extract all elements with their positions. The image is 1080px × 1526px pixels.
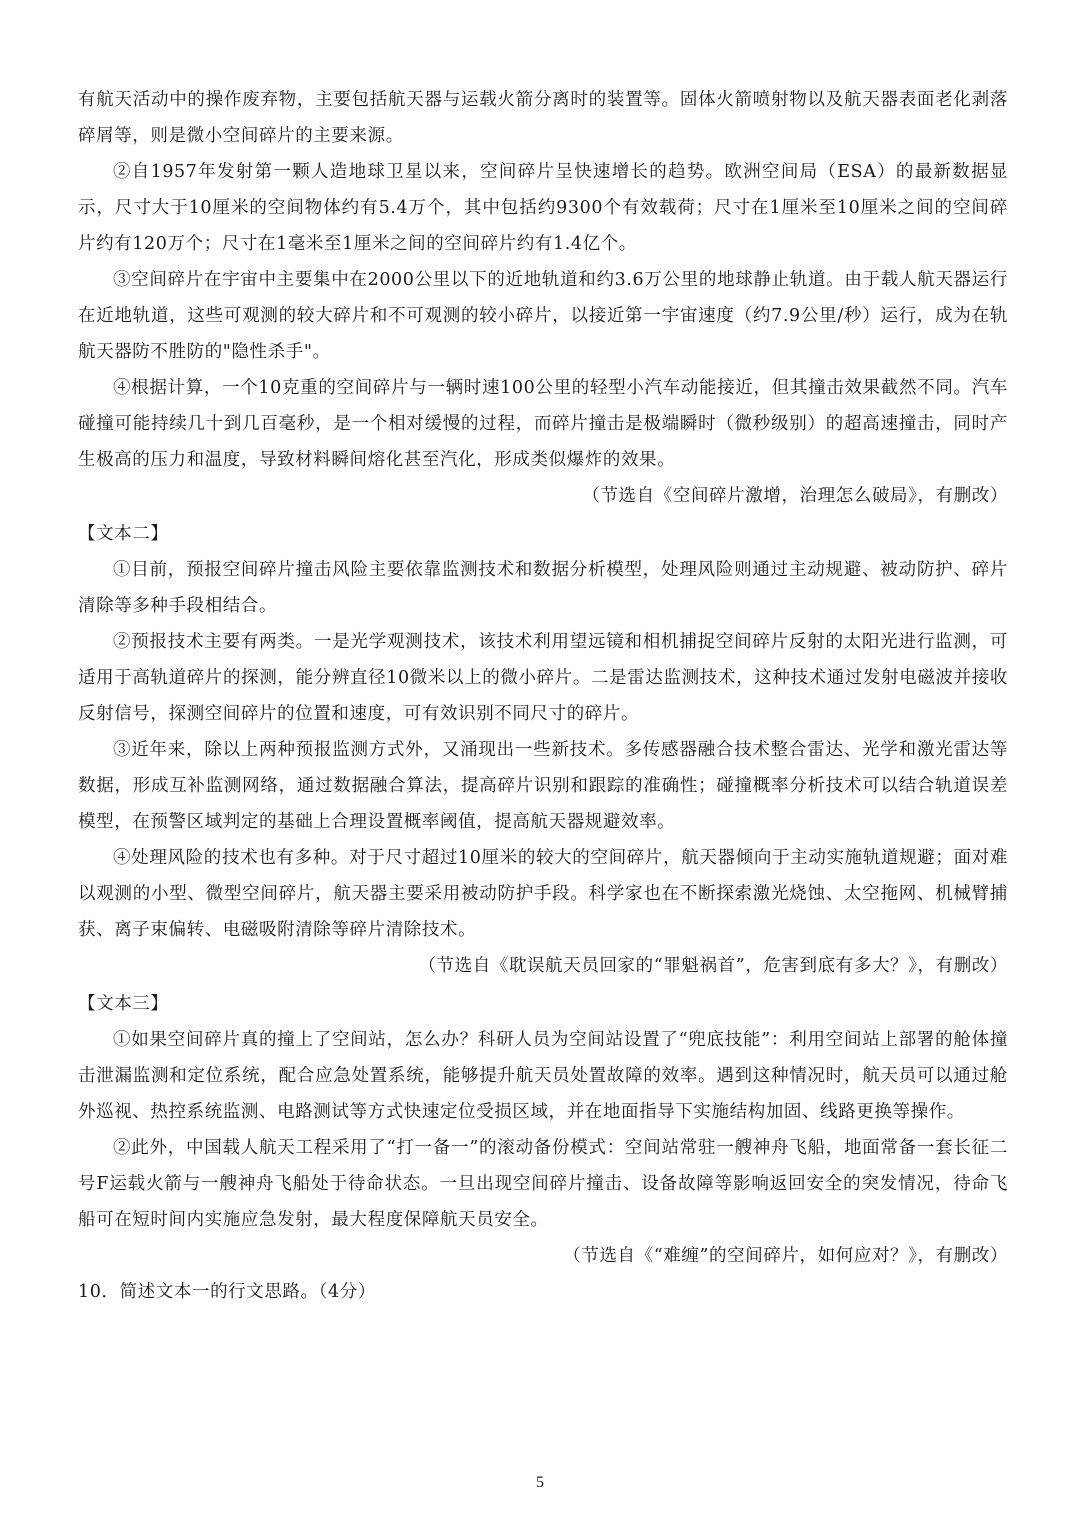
page-number: 5: [536, 1474, 544, 1491]
text2-paragraph-3: ③近年来，除以上两种预报监测方式外，又涌现出一些新技术。多传感器融合技术整合雷达、光学和激光雷达等数据，形成互补监测网络，通过数据融合算法，提高碎片识别和跟踪的准确性；碰撞概率分析技术可以结合轨道误差模型，在预警区域判定的基础上合理设置概率阈值，提高航天器规避效率。: [78, 740, 1008, 832]
text1-paragraph-4: ④根据计算，一个10克重的空间碎片与一辆时速100公里的轻型小汽车动能接近，但其撞击效果截然不同。汽车碰撞可能持续几十到几百毫秒，是一个相对缓慢的过程，而碎片撞击是极端瞬时（微秒级别）的超高速撞击，同时产生极高的压力和温度，导致材料瞬间熔化甚至汽化，形成类似爆炸的效果。: [78, 378, 1008, 470]
text2-paragraph-1: ①目前，预报空间碎片撞击风险主要依靠监测技术和数据分析模型，处理风险则通过主动规避、被动防护、碎片清除等多种手段相结合。: [78, 560, 1008, 616]
text1-paragraph-2: ②自1957年发射第一颗人造地球卫星以来，空间碎片呈快速增长的趋势。欧洲空间局（ESA）的最新数据显示，尺寸大于10厘米的空间物体约有5.4万个，其中包括约9300个有效载荷；尺寸在1厘米至10厘米之间的空间碎片约有120万个；尺寸在1毫米至1厘米之间的空间碎片约有1.4亿个。: [78, 162, 1008, 254]
text3-heading: 【文本三】: [78, 994, 169, 1014]
page-content: [78, 82, 1008, 1310]
text2-source: （节选自《耽误航天员回家的“罪魁祸首”，危害到底有多大？》，有删改）: [418, 956, 1008, 976]
text1-paragraph-3: ③空间碎片在宇宙中主要集中在2000公里以下的近地轨道和约3.6万公里的地球静止轨道。由于载人航天器运行在近地轨道，这些可观测的较大碎片和不可观测的较小碎片，以接近第一宇宙速度（约7.9公里/秒）运行，成为在轨航天器防不胜防的"隐性杀手"。: [78, 270, 1008, 362]
text3-paragraph-2: ②此外，中国载人航天工程采用了“打一备一”的滚动备份模式：空间站常驻一艘神舟飞船，地面常备一套长征二号F运载火箭与一艘神舟飞船处于待命状态。一旦出现空间碎片撞击、设备故障等影响返回安全的突发情况，待命飞船可在短时间内实施应急发射，最大程度保障航天员安全。: [78, 1138, 1008, 1230]
text2-paragraph-2: ②预报技术主要有两类。一是光学观测技术，该技术利用望远镜和相机捕捉空间碎片反射的太阳光进行监测，可适用于高轨道碎片的探测，能分辨直径10微米以上的微小碎片。二是雷达监测技术，这种技术通过发射电磁波并接收反射信号，探测空间碎片的位置和速度，可有效识别不同尺寸的碎片。: [78, 632, 1008, 724]
text1-paragraph-continued: 有航天活动中的操作废弃物，主要包括航天器与运载火箭分离时的装置等。固体火箭喷射物以及航天器表面老化剥落碎屑等，则是微小空间碎片的主要来源。: [78, 90, 1008, 146]
text3-source: （节选自《“难缠”的空间碎片，如何应对？》，有删改）: [563, 1246, 1008, 1266]
question-10: 10．简述文本一的行文思路。（4分）: [78, 1282, 376, 1302]
text3-paragraph-1: ①如果空间碎片真的撞上了空间站，怎么办？科研人员为空间站设置了“兜底技能”：利用空间站上部署的舱体撞击泄漏监测和定位系统，配合应急处置系统，能够提升航天员处置故障的效率。遇到这种情况时，航天员可以通过舱外巡视、热控系统监测、电路测试等方式快速定位受损区域，并在地面指导下实施结构加固、线路更换等操作。: [78, 1030, 1008, 1122]
text2-heading: 【文本二】: [78, 524, 169, 544]
text2-paragraph-4: ④处理风险的技术也有多种。对于尺寸超过10厘米的较大的空间碎片，航天器倾向于主动实施轨道规避；面对难以观测的小型、微型空间碎片，航天器主要采用被动防护手段。科学家也在不断探索激光烧蚀、太空拖网、机械臂捕获、离子束偏转、电磁吸附清除等碎片清除技术。: [78, 848, 1008, 940]
text1-source: （节选自《空间碎片激增，治理怎么破局》，有删改）: [582, 486, 1008, 506]
